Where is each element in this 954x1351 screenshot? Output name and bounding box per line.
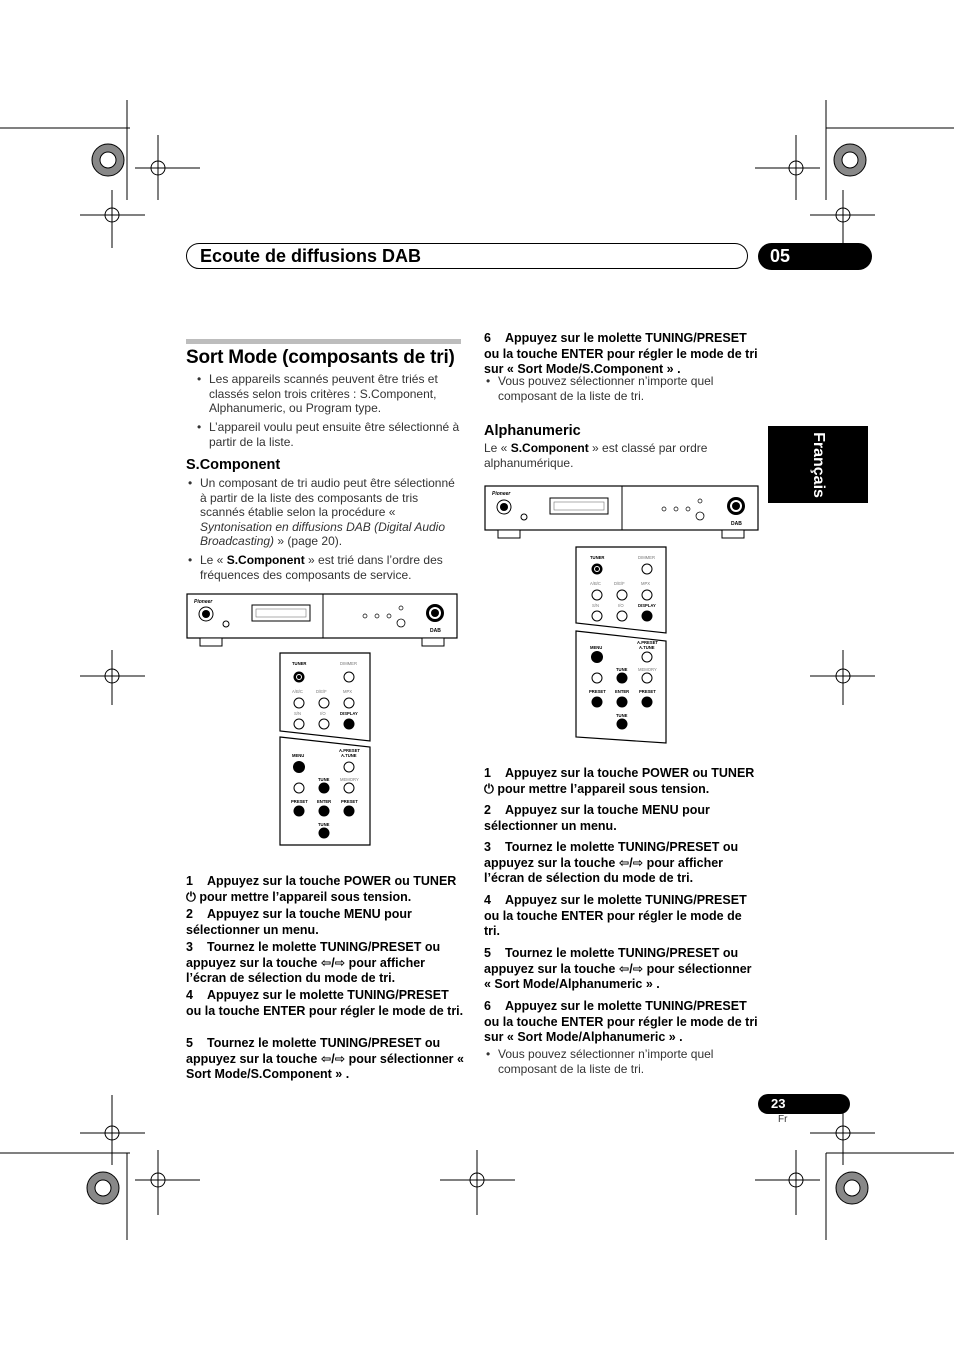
svg-text:MPX: MPX xyxy=(343,689,353,694)
svg-text:A.PRESET: A.PRESET xyxy=(339,748,360,753)
bullet-text: Un composant de tri audio peut être sélectionné à partir de la liste des composants de tris scannés établie selon la procédure « xyxy=(200,476,455,519)
svg-text:PRESET: PRESET xyxy=(341,799,358,804)
step-item: 4 Appuyez sur le molette TUNING/PRESET ou la touche ENTER pour régler le mode de tri. xyxy=(186,988,464,1018)
section-title: Sort Mode (composants de tri) xyxy=(186,347,455,368)
tuner-front-panel-illustration xyxy=(186,593,458,651)
svg-text:I/O: I/O xyxy=(618,603,624,608)
scomponent-bullet-1 xyxy=(186,476,464,549)
svg-text:TUNE: TUNE xyxy=(318,777,330,782)
bullet-text: » est trié dans l’ordre des fréquences des composants de service. xyxy=(200,553,443,582)
svg-text:S/N: S/N xyxy=(294,711,301,716)
dab-logo: DAB xyxy=(430,628,441,634)
step-item: 4 Appuyez sur le molette TUNING/PRESET ou la touche ENTER pour régler le mode de tri. xyxy=(484,893,747,938)
bullet-text: Le « xyxy=(200,553,224,567)
svg-text:TUNE: TUNE xyxy=(318,822,330,827)
svg-text:DISPLAY: DISPLAY xyxy=(340,711,358,716)
remote-control-illustration xyxy=(570,545,668,745)
step-item: 3 Tournez le molette TUNING/PRESET ou appuyez sur la touche ⇦/⇨ pour afficher l’écran de sélection du mode de tri. xyxy=(484,840,739,885)
svg-text:DIMMER: DIMMER xyxy=(638,555,655,560)
svg-text:TUNER: TUNER xyxy=(590,555,605,560)
alphanumeric-desc: Le « S.Component » est classé par ordre alphanumérique. xyxy=(484,441,708,470)
svg-text:Pioneer: Pioneer xyxy=(492,491,511,497)
scomponent-bullet-2 xyxy=(186,553,464,582)
svg-text:TUNE: TUNE xyxy=(616,713,628,718)
svg-text:A.PRESET: A.PRESET xyxy=(637,640,658,645)
step-item: 2 Appuyez sur la touche MENU pour sélectionner un menu. xyxy=(484,803,710,833)
svg-text:DIMMER: DIMMER xyxy=(340,661,357,666)
svg-text:MEMORY: MEMORY xyxy=(638,667,657,672)
step-item: 5 Tournez le molette TUNING/PRESET ou appuyez sur la touche ⇦/⇨ pour sélectionner « Sort Mode/S.Component » . xyxy=(186,1036,464,1081)
svg-text:ENTER: ENTER xyxy=(317,799,332,804)
intro-bullet: • L’appareil voulu peut ensuite être sélectionné à partir de la liste. xyxy=(195,420,465,449)
svg-text:PRESET: PRESET xyxy=(639,689,656,694)
step-item: 6 Appuyez sur le molette TUNING/PRESET ou la touche ENTER pour régler le mode de tri sur « Sort Mode/S.Component » . xyxy=(484,331,758,376)
language-side-tab xyxy=(768,426,868,503)
note-bullet: • Vous pouvez sélectionner n’importe quel composant de la liste de tri. xyxy=(484,374,758,403)
svg-text:Pioneer: Pioneer xyxy=(194,599,213,605)
step-item: 2 Appuyez sur la touche MENU pour sélectionner un menu. xyxy=(186,907,412,937)
svg-text:A.TUNE: A.TUNE xyxy=(341,753,357,758)
svg-text:MEMORY: MEMORY xyxy=(340,777,359,782)
svg-text:MPX: MPX xyxy=(641,581,651,586)
bullet-text: » (page 20). xyxy=(277,534,343,548)
svg-text:D/E/F: D/E/F xyxy=(614,581,625,586)
chapter-title: Ecoute de diffusions DAB xyxy=(200,246,422,266)
svg-text:S/N: S/N xyxy=(592,603,599,608)
language-label: Français xyxy=(810,431,827,498)
step-item: 3 Tournez le molette TUNING/PRESET ou appuyez sur la touche ⇦/⇨ pour afficher l’écran de sélection du mode de tri. xyxy=(186,940,441,985)
svg-text:ENTER: ENTER xyxy=(615,689,630,694)
alphanumeric-title: Alphanumeric xyxy=(484,423,581,439)
tuner-front-panel-illustration xyxy=(484,485,760,545)
svg-text:DISPLAY: DISPLAY xyxy=(638,603,656,608)
bullet-bold: S.Component xyxy=(226,553,305,567)
page-number-badge xyxy=(758,1094,850,1114)
svg-text:A/B/C: A/B/C xyxy=(590,581,601,586)
step-item: 6 Appuyez sur le molette TUNING/PRESET ou la touche ENTER pour régler le mode de tri sur « Sort Mode/Alphanumeric » . xyxy=(484,999,758,1044)
dab-logo: DAB xyxy=(731,521,742,527)
note-bullet: • Vous pouvez sélectionner n’importe quel composant de la liste de tri. xyxy=(484,1047,758,1076)
svg-text:A/B/C: A/B/C xyxy=(292,689,303,694)
step-item: 5 Tournez le molette TUNING/PRESET ou appuyez sur la touche ⇦/⇨ pour sélectionner « Sort Mode/Alphanumeric » . xyxy=(484,946,752,991)
svg-text:TUNER: TUNER xyxy=(292,661,307,666)
page-number: 23 xyxy=(771,1096,786,1111)
svg-text:MENU: MENU xyxy=(590,645,603,650)
chapter-number-badge xyxy=(758,243,872,270)
svg-text:D/E/F: D/E/F xyxy=(316,689,327,694)
step-item: 1 Appuyez sur la touche POWER ou TUNER ⏻ pour mettre l’appareil sous tension. xyxy=(484,766,755,796)
section-rule xyxy=(186,339,461,344)
svg-text:TUNE: TUNE xyxy=(616,667,628,672)
step-item: 1 Appuyez sur la touche POWER ou TUNER ⏻ pour mettre l’appareil sous tension. xyxy=(186,874,457,904)
chapter-number: 05 xyxy=(770,246,791,266)
svg-text:MENU: MENU xyxy=(292,753,305,758)
intro-bullet: • Les appareils scannés peuvent être triés et classés selon trois critères : S.Component, Alphanumeric, ou Program type. xyxy=(195,372,465,416)
svg-text:PRESET: PRESET xyxy=(291,799,308,804)
bullet-italic-ref: Syntonisation en diffusions DAB (Digital Audio Broadcasting) xyxy=(200,519,446,548)
svg-text:A.TUNE: A.TUNE xyxy=(639,645,655,650)
chapter-header-bar xyxy=(186,243,748,269)
svg-text:I/O: I/O xyxy=(320,711,326,716)
page-language-code: Fr xyxy=(778,1114,788,1125)
svg-text:PRESET: PRESET xyxy=(589,689,606,694)
scomponent-title: S.Component xyxy=(186,457,281,473)
remote-control-illustration xyxy=(278,651,374,847)
